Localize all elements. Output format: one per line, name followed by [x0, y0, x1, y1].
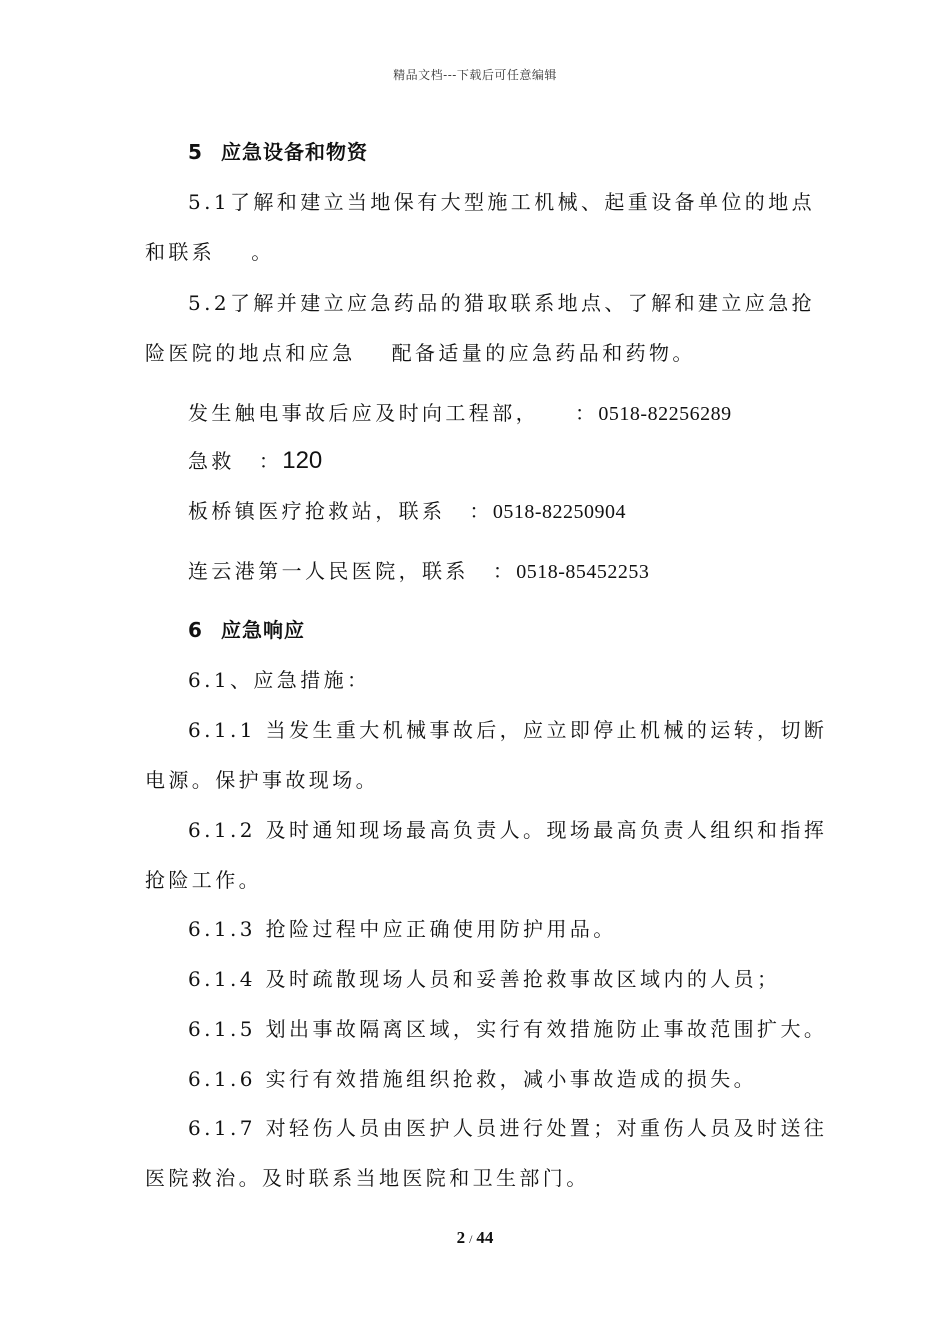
- contact-banqiao-station: [188, 495, 626, 524]
- section-6-title: 应急响应: [221, 618, 305, 642]
- item-6-1-7-line-1: 6.1.7 对轻伤人员由医护人员进行处置；对重伤人员及时送往: [188, 1116, 828, 1140]
- item-6-1-7-line-2: 医院救治。及时联系当地医院和卫生部门。: [145, 1166, 590, 1190]
- paragraph-5-1-text: 和联系: [145, 240, 216, 264]
- contact-label: 急救: [188, 449, 235, 473]
- contact-separator: ：: [575, 401, 599, 425]
- page-header: 精品文档---下载后可任意编辑: [393, 68, 557, 82]
- contact-emergency: [188, 445, 322, 475]
- paragraph-5-2-line-1: 5.2了解并建立应急药品的猎取联系地点、了解和建立应急抢: [188, 291, 816, 315]
- item-6-1-2-line-1: 6.1.2 及时通知现场最高负责人。现场最高负责人组织和指挥: [188, 818, 828, 842]
- item-6-1-6: 6.1.6 实行有效措施组织抢救，减小事故造成的损失。: [188, 1067, 758, 1091]
- paragraph-5-1-line-2: [145, 236, 275, 265]
- section-5-title: 应急设备和物资: [221, 140, 368, 164]
- contact-phone: 0518-82256289: [598, 403, 732, 425]
- item-6-1-3: 6.1.3 抢险过程中应正确使用防护用品。: [188, 917, 617, 941]
- section-5-number: 5: [188, 140, 203, 164]
- section-5-heading: [188, 136, 368, 165]
- section-6-number: 6: [188, 618, 203, 642]
- paragraph-5-2-text-a: 险医院的地点和应急: [145, 341, 356, 365]
- contact-phone: 120: [282, 447, 323, 474]
- contact-separator: ：: [258, 449, 283, 473]
- subsection-6-1: 6.1、应急措施：: [188, 668, 371, 692]
- contact-phone: 0518-85452253: [516, 561, 650, 583]
- item-6-1-2-line-2: 抢险工作。: [145, 868, 262, 892]
- item-6-1-1-line-1: 6.1.1 当发生重大机械事故后，应立即停止机械的运转，切断: [188, 718, 828, 742]
- section-6-heading: [188, 614, 305, 643]
- contact-label: 连云港第一人民医院，联系: [188, 559, 469, 583]
- page-number: [0, 1228, 950, 1248]
- contact-engineering: [188, 397, 732, 426]
- paragraph-5-1-line-1: 5.1了解和建立当地保有大型施工机械、起重设备单位的地点: [188, 190, 816, 214]
- paragraph-5-1-end: 。: [251, 240, 275, 264]
- contact-phone: 0518-82250904: [492, 501, 626, 523]
- item-6-1-1-line-2: 电源。保护事故现场。: [145, 768, 379, 792]
- contact-separator: ：: [469, 499, 493, 523]
- contact-separator: ：: [492, 559, 517, 583]
- current-page: 2: [456, 1228, 466, 1247]
- contact-label: 板桥镇医疗抢救站，联系: [188, 499, 446, 523]
- contact-lianyungang-hospital: [188, 555, 649, 584]
- paragraph-5-2-line-2: [145, 337, 696, 366]
- total-pages: 44: [476, 1228, 494, 1247]
- contact-label: 发生触电事故后应及时向工程部，: [188, 401, 539, 425]
- item-6-1-5: 6.1.5 划出事故隔离区域，实行有效措施防止事故范围扩大。: [188, 1017, 828, 1041]
- page-separator: /: [469, 1232, 473, 1246]
- paragraph-5-2-text-b: 配备适量的应急药品和药物。: [391, 341, 696, 365]
- item-6-1-4: 6.1.4 及时疏散现场人员和妥善抢救事故区域内的人员；: [188, 967, 781, 991]
